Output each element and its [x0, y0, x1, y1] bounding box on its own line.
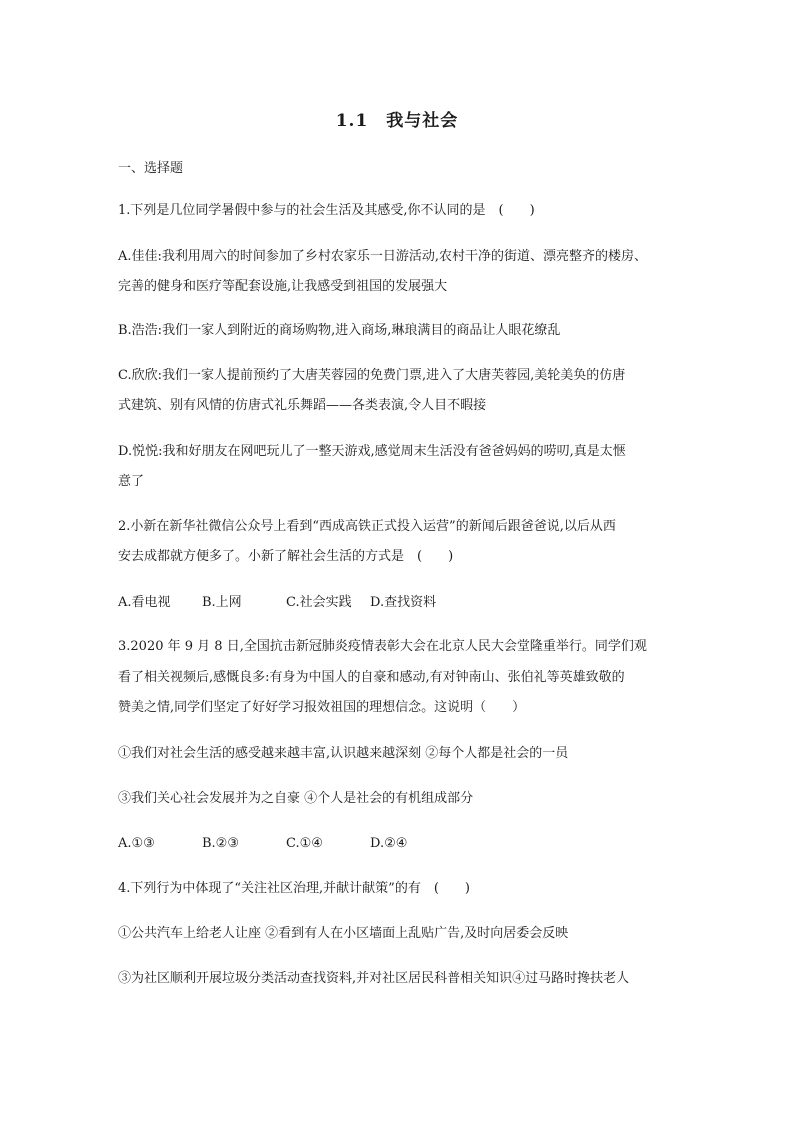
- page-title: 1.1 我与社会: [335, 111, 459, 131]
- q1-option-c-line2: 式建筑、别有风情的仿唐式礼乐舞蹈——各类表演,令人目不暇接: [118, 398, 487, 413]
- q3-stem-line2: 看了相关视频后,感慨良多:有身为中国人的自豪和感动,有对钟南山、张伯礼等英雄致敬的: [118, 670, 625, 685]
- q1-option-b: B.浩浩:我们一家人到附近的商场购物,进入商场,琳琅满目的商品让人眼花缭乱: [118, 323, 561, 338]
- q2-option-a: A.看电视: [118, 595, 171, 610]
- q2-option-d: D.查找资料: [370, 595, 437, 610]
- q3-items-line2: ③我们关心社会发展并为之自豪 ④个人是社会的有机组成部分: [118, 791, 474, 806]
- q4-items-line1: ①公共汽车上给老人让座 ②看到有人在小区墙面上乱贴广告,及时向居委会反映: [118, 926, 569, 941]
- section-heading: 一、选择题: [118, 161, 184, 176]
- q3-stem-line1: 3.2020 年 9 月 8 日,全国抗击新冠肺炎疫情表彰大会在北京人民大会堂隆重举行。同学们观: [118, 639, 647, 654]
- q1-option-a-line2: 完善的健身和医疗等配套设施,让我感受到祖国的发展强大: [118, 279, 448, 294]
- q3-items-line1: ①我们对社会生活的感受越来越丰富,认识越来越深刻 ②每个人都是社会的一员: [118, 746, 569, 761]
- q4-items-line2: ③为社区顺利开展垃圾分类活动查找资料,并对社区居民科普相关知识④过马路时搀扶老人: [118, 971, 630, 986]
- q2-stem-line1: 2.小新在新华社微信公众号上看到“西成高铁正式投入运营”的新闻后跟爸爸说,以后从西: [118, 519, 616, 534]
- q3-option-d: D.②④: [370, 836, 408, 851]
- q3-stem-line3: 赞美之情,同学们坚定了好好学习报效祖国的理想信念。这说明（ ）: [118, 700, 526, 715]
- q2-stem-line2: 安去成都就方便多了。小新了解社会生活的方式是 ( ): [118, 549, 454, 564]
- q3-option-b: B.②③: [202, 836, 239, 851]
- q1-stem: 1.下列是几位同学暑假中参与的社会生活及其感受,你不认同的是 ( ): [118, 203, 535, 218]
- q3-option-c: C.①④: [286, 836, 323, 851]
- q1-option-c-line1: C.欣欣:我们一家人提前预约了大唐芙蓉园的免费门票,进入了大唐芙蓉园,美轮美奂的仿唐: [118, 368, 626, 383]
- q3-option-a: A.①③: [118, 836, 155, 851]
- q2-option-c: C.社会实践: [286, 595, 352, 610]
- q1-option-d-line2: 意了: [118, 474, 145, 489]
- q1-option-a-line1: A.佳佳:我利用周六的时间参加了乡村农家乐一日游活动,农村干净的街道、漂亮整齐的楼房、: [118, 249, 648, 264]
- q2-option-b: B.上网: [202, 595, 242, 610]
- q1-option-d-line1: D.悦悦:我和好朋友在网吧玩儿了一整天游戏,感觉周末生活没有爸爸妈妈的唠叨,真是太惬: [118, 444, 626, 459]
- q4-stem: 4.下列行为中体现了“关注社区治理,并献计献策”的有 ( ): [118, 881, 470, 896]
